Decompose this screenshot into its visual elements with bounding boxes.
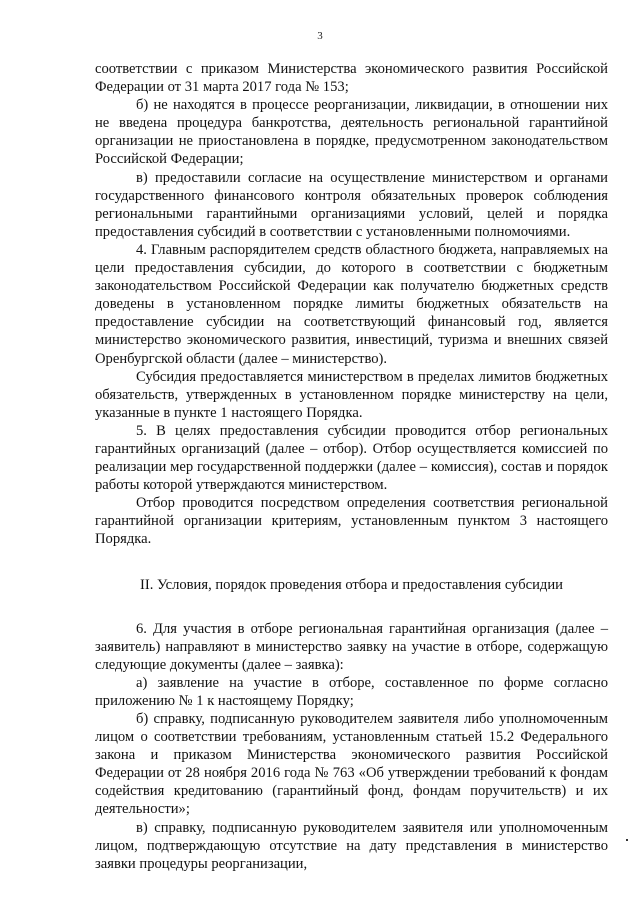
scan-speck <box>626 839 628 841</box>
page-number: 3 <box>317 30 323 42</box>
paragraph: а) заявление на участие в отборе, составленное по форме согласно приложению № 1 к настоящему Порядку; <box>95 674 608 709</box>
paragraph: 6. Для участия в отборе региональная гарантийная организация (далее – заявитель) направляют в министерство заявку на участие в отборе, содержащую следующие документы (далее – заявка): <box>95 620 608 673</box>
paragraph: 5. В целях предоставления субсидии проводится отбор региональных гарантийных организаций (далее – отбор). Отбор осуществляется комиссией по реализации мер государственной поддержки (далее – комиссия), состав и порядок работы которой утверждаются министерством. <box>95 422 608 494</box>
paragraph: соответствии с приказом Министерства экономического развития Российской Федерации от 31 марта 2017 года № 153; <box>95 61 608 96</box>
document-body <box>95 60 608 873</box>
paragraph: Субсидия предоставляется министерством в пределах лимитов бюджетных обязательств, утвержденных в установленном порядке министерству на цели, указанные в пункте 1 настоящего Порядка. <box>95 368 608 421</box>
paragraph: 4. Главным распорядителем средств областного бюджета, направляемых на цели предоставления субсидии, до которого в соответствии с бюджетным законодательством Российской Федерации как получателю бюджетных средств доведены в установленном порядке лимиты бюджетных обязательств на предоставление субсидии на соответствующий финансовый год, является министерство экономического развития, инвестиций, туризма и внешних связей Оренбургской области (далее – министерство). <box>95 241 608 367</box>
section-heading: II. Условия, порядок проведения отбора и предоставления субсидии <box>140 576 563 593</box>
paragraph: б) справку, подписанную руководителем заявителя либо уполномоченным лицом о соответствии требованиям, установленным статьей 15.2 Федерального закона и приказом Министерства экономического развития Российской Федерации от 28 ноября 2016 года № 763 «Об утверждении требований к фондам содействия кредитованию (гарантийный фонд, фондам поручительств) и их деятельности»; <box>95 711 608 818</box>
paragraph: Отбор проводится посредством определения соответствия региональной гарантийной организации критериям, установленным пунктом 3 настоящего Порядка. <box>95 495 608 548</box>
paragraph: б) не находятся в процессе реорганизации, ликвидации, в отношении них не введена процедура банкротства, деятельность региональной гарантийной организации не приостановлена в порядке, предусмотренном законодательством Российской Федерации; <box>95 97 608 168</box>
paragraph: в) предоставили согласие на осуществление министерством и органами государственного финансового контроля обязательных проверок соблюдения региональными гарантийными организациями условий, целей и порядка предоставления субсидий в соответствии с установленными полномочиями. <box>95 169 608 240</box>
paragraph: в) справку, подписанную руководителем заявителя или уполномоченным лицом, подтверждающую отсутствие на дату представления в министерство заявки процедуры реорганизации, <box>95 819 608 872</box>
